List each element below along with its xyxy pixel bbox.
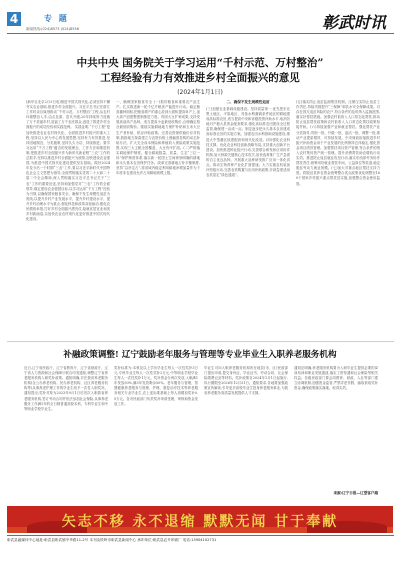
- article1-body-1: 实践证明,“千万工程”是加快推进农业农村现代化、全面推进乡村振兴的重大工程,坚持以人民为中心的发展思想,坚持有力有效推进,坚持因地制宜、分类施策,坚持久久为功、持续推进。要学习运用“千万工程”蕴含的发展理念、工作方法和推进机制,把推进乡村全面振兴作为新时代新征程“三农”工作的总抓手,坚持以推进乡村全面振兴为统领,加快建设农业强国,为推进中国式现代化建设提供坚实基础。做好2024年及今后一个时期“三农”工作,要以习近平新时代中国特色社会主义思想为指导,全面贯彻落实党的二十大和二十届二中全会精神,深入贯彻落实习近平总书记关于“三农”工作的重要论述,坚持和加强党对“三农”工作的全面领导,锚定建设农业强国目标,以学习运用“千万工程”经验为引领,以确保国家粮食安全、确保不发生规模性返贫为底线,以提升乡村产业发展水平、提升乡村建设水平、提升乡村治理水平为重点,强化科技和改革双轮驱动,强化农民增收举措,打好乡村全面振兴漂亮仗,绘就宜居宜业和美乡村新画卷,以加快农业农村现代化更好推进中国式现代化建设。: [26, 125, 110, 222]
- article1-column-2: 一、确保国家粮食安全 (一)抓好粮食和重要农产品生产。扎实推进新一轮千亿斤粮食产能提升行动。稳定粮食播种面积,把粮食增产的重心放到大面积提高单产上,加大高产创建整建制推进力度。巩固大豆扩种成果,支持发展高油高产品种。适当提高小麦最低收购价,合理确定稻谷最低收购价。继续实施耕地地力保护补贴和玉米大豆生产者补贴、稻谷补贴政策。完善农资保供稳价应对机制,鼓励地方探索建立与农资价格上涨幅度挂钩的动态补贴办法。扩大完全成本保险和种植收入保险政策实施范围,实现三大主粮全国覆盖、大豆有序扩面。(二)严格落实耕地保护制度。健全耕地数量、质量、生态“三位一体”保护制度体系,落实新一轮国土空间规划明确的耕地和永久基本农田保护任务。改革完善耕地占补平衡制度,坚持“以补定占”,将省域内稳定利用耕地净增加量作为下年度非农建设允许占用耕地规模上限。: [116, 100, 200, 176]
- footer-info: 彰武县融媒体中心地址:彰武县彰武镇中华路11-2号 本刊由铁岭市彰武县新闻中心 承印单位:彰武县必升印刷厂 电话:13904102731: [7, 538, 217, 542]
- article2-title: 补融政策调整! 辽宁鼓励老年服务与管理等专业毕业生入职养老服务机构: [63, 350, 337, 360]
- dateline: 新闻热线:(024)8573 (024)8556: [26, 27, 79, 31]
- article1-body-3: (三)加强农业基础设施建设。坚持质量第一,优先把东北黑土地区、平原地区、具备水利灌溉条件地区的耕地建成高标准农田,适当提高中央和省级投资补助水平,取消各地对产粮大县资金配套要求,强化高标准农田建设全过程监管,确保建一亩成一亩。制定逐步把永久基本农田建成高标准农田的实施方案。加强农田水利基础设施建设,推进大中型灌区续建配套和现代化改造。(四)强化农业科技支撑。优化农业科技创新战略布局,支持重大创新平台建设。加快推进种业振兴行动,完善联合研发和应用协作机制,加大种源关键核心技术攻关,加快选育推广生产急需的自主优良品种。开展重大品种研发推广应用一体化试点。推动生物育种产业化扩面提速。大力实施农机装备补短板行动,完善农机购置与应用补贴政策,开辟急需适用农机鉴定“绿色通道”。: [206, 107, 290, 178]
- page-number: 4: [7, 12, 21, 26]
- header-rule: [7, 33, 394, 34]
- article-separator: [7, 341, 394, 342]
- slogan-banner: [7, 506, 393, 533]
- article1-title-line2: 工程经验有力有效推进乡村全面振兴的意见: [100, 72, 300, 84]
- article1-lead: (新华社北京2月3日电)推进中国式现代化,必须坚持不懈夯实农业基础,推进乡村全面振兴。习近平总书记在浙江工作时亲自谋划推动“千村示范、万村整治”工程,从农村环境整治入手,由点及面、迭代升级,20年持续努力造就了万千美丽乡村,造福了万千农民群众,创造了推进乡村全面振兴的成功经验和实践范例。: [26, 100, 110, 130]
- banner-slogan: 矢志不移 永不退缩 默默无闻 甘于奉献: [61, 514, 339, 530]
- article1-date: (2024年1月1日): [177, 89, 223, 96]
- article1-column-1: [26, 100, 110, 336]
- article2-column-2: 奖补标准为:本科及以上学历毕业生每人一次性奖补3万元,专科毕业生每人一次性奖补2万元,中等职业学校毕业生每人一次性奖补1万元。奖补资金分两次发放,入职满1年发放50%,满3年发放剩余50%。老年服务与管理、智慧健康养老服务与管理、护理、康复治疗技术等养老服务相关专业毕业生,在上述标准基础上每人再增加奖补0.5万元。各市民政部门负责奖补申请受理、审核和资金发放工作。: [114, 366, 198, 406]
- article2-column-1: 近日,辽宁省民政厅、辽宁省教育厅、辽宁省财政厅、辽宁省人力资源和社会保障厅联合印发通知,调整辽宁省养老服务机构入职奖补政策。通知明确,对在我省养老服务机构(含公办养老机构、民办养老机构、社区养老服务机构等)从事养老护理工作的毕业生给予一次性入职奖补。通知提出,奖补对象为2023年9月1日后首次入职我省养老服务机构,签订劳动合同并依法参加社会保险,从事养老服务工作满1年的全日制普通高校本科、专科毕业生和中等职业学校毕业生。: [24, 366, 108, 411]
- footer-rule: [7, 535, 394, 536]
- article1-title-line1: 中共中央 国务院关于学习运用“千村示范、万村整治”: [76, 57, 324, 69]
- masthead-logo: 彰武时讯: [321, 13, 386, 32]
- article2-column-4: 通知还明确,养老服务机构要为入职毕业生提供必要的岗前培训和职业发展通道,落实工资待遇和社会保险等相关权益。各级民政部门要会同教育、财政、人社等部门建立协调机制,加强资金监管,严禁弄虚作假、骗取套取奖补资金,确保政策落实落地、取得实效。: [294, 366, 378, 391]
- article1-column-3: [206, 100, 290, 336]
- section-title: 专 题: [44, 14, 69, 23]
- article1-subhead: 二、确保不发生规模性返贫: [226, 100, 270, 104]
- article1-column-4: (五)落实防止返贫监测帮扶机制。压紧压实防止返贫工作责任,持续巩固提升“三保障”和饮水安全保障成果。对存在因灾返贫风险的农户,符合条件的及时纳入监测范围,落实好帮扶措施。加强农村低收入人口常态化帮扶,推动防止返贫帮扶政策和农村低收入人口常态化帮扶政策衔接并轨。(六)持续加强产业和就业帮扶。强化帮扶产业分类指导,巩固一批、升级一批、盘活一批、调整一批,推动产业提质增效、可持续发展。中央财政衔接推进乡村振兴补助资金用于产业发展的比例保持总体稳定,强化资金项目绩效管理。加强帮扶项目资产管理,符合条件的纳入农村集体资产统一管理。提升消费帮扶助农增收行动实效。推进防止返贫就业攻坚行动,落实东西部劳务协作帮扶责任,统筹用好就业帮扶车间、公益岗位等渠道,稳定脱贫劳动力就业规模。(七)加大对重点地区帮扶支持力度。将脱贫县涉农资金统筹整合试点政策优化调整至160个国家乡村振兴重点帮扶县实施,加强整合资金使用监管。: [296, 100, 380, 186]
- article2-column-3: 毕业生可向入职养老服务机构所在地县(市、区)民政部门提出申请,提交身份证、毕业证书、劳动合同、社会保险缴费记录等材料。奖补政策自2024年1月1日起施行,执行期限至2026年12月31日。通知要求,各地要加强政策宣传解读,引导更多高校毕业生投身养老服务事业,为我省养老服务高质量发展提供人才支撑。: [204, 366, 288, 396]
- article2-credit: 来源:辽宁日报—辽望客户端: [333, 491, 378, 495]
